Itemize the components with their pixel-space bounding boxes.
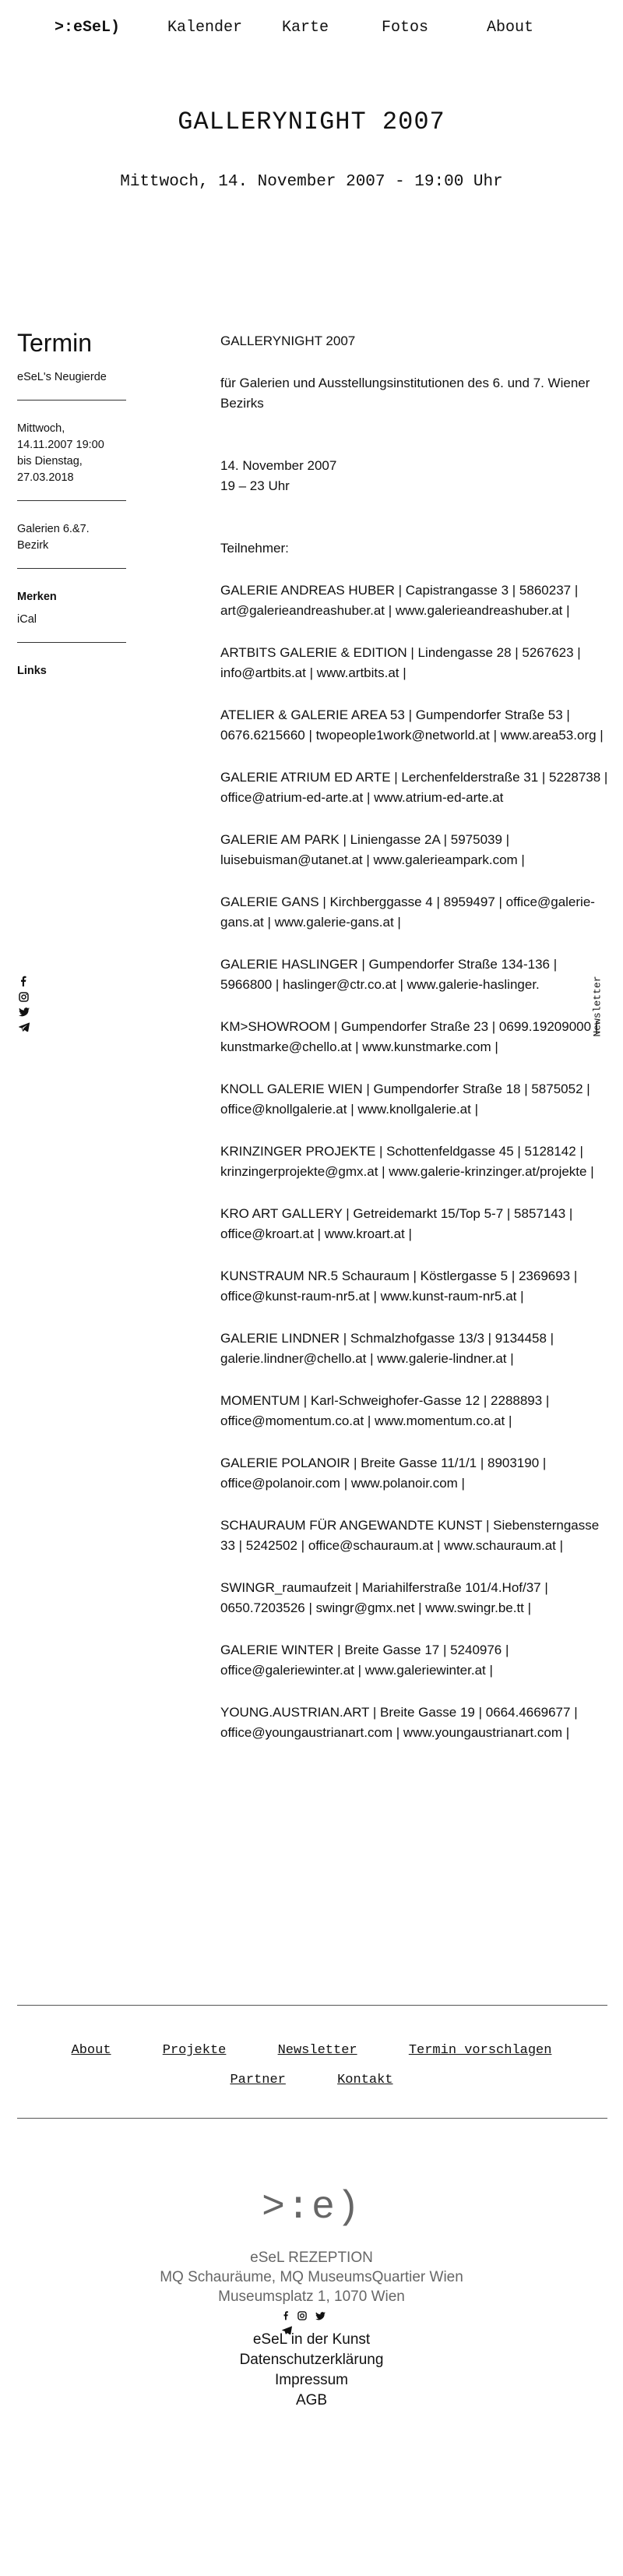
address-line: Museumsplatz 1, 1070 Wien (218, 2288, 405, 2305)
footer-row (0, 2043, 623, 2073)
content-description: für Galerien und Ausstellungsinstitutionen des 6. und 7. Wiener Bezirks (220, 376, 590, 411)
divider (17, 400, 126, 401)
gallery-entry: ARTBITS GALERIE & EDITION | Lindengasse 28 | 5267623 | info@artbits.at | www.artbits.at | (220, 645, 581, 680)
gallery-entry: SCHAURAUM FÜR ANGEWANDTE KUNST | Siebensterngasse 33 | 5242502 | office@schauraum.at | www.schauraum.at | (220, 1518, 600, 1553)
page-title: GALLERYNIGHT 2007 (178, 108, 445, 136)
sidebar-datetime (17, 421, 126, 486)
footer-link-termin-vorschlagen[interactable]: Termin vorschlagen (408, 2043, 552, 2058)
link-datenschutz[interactable]: Datenschutzerklärung (239, 2352, 384, 2368)
footer-link-projekte[interactable]: Projekte (162, 2043, 227, 2058)
gallery-list (220, 580, 610, 1743)
footer-link-partner[interactable]: Partner (230, 2073, 286, 2087)
datetime-line: Mittwoch, (17, 422, 65, 435)
gallery-entry: KRO ART GALLERY | Getreidemarkt 15/Top 5-7 | 5857143 | office@kroart.at | www.kroart.at | (220, 1206, 573, 1241)
telegram-icon[interactable] (19, 1022, 30, 1032)
divider (17, 642, 126, 643)
gallery-entry: GALERIE HASLINGER | Gumpendorfer Straße 134-136 | 5966800 | haslinger@ctr.co.at | www.galerie-haslinger. (220, 957, 558, 992)
merken-label: Merken (17, 591, 57, 603)
content-title: GALLERYNIGHT 2007 (220, 333, 356, 348)
footer-link-kontakt[interactable]: Kontakt (337, 2073, 393, 2087)
gallery-entry: KRINZINGER PROJEKTE | Schottenfeldgasse 45 | 5128142 | krinzingerprojekte@gmx.at | www.galerie-krinzinger.at/projekte | (220, 1144, 594, 1179)
gallery-entry: SWINGR_raumaufzeit | Mariahilferstraße 101/4.Hof/37 | 0650.7203526 | swingr@gmx.net | www.swingr.be.tt | (220, 1580, 548, 1615)
location-line: Bezirk (17, 539, 49, 552)
gallery-entry: GALERIE GANS | Kirchberggasse 4 | 8959497 | office@galerie-gans.at | www.galerie-gans.at | (220, 895, 595, 930)
gallery-entry: YOUNG.AUSTRIAN.ART | Breite Gasse 19 | 0664.4669677 | office@youngaustrianart.com | www.youngaustrianart.com | (220, 1705, 578, 1740)
site-logo[interactable]: >:eSeL) (55, 19, 121, 37)
gallery-entry: KNOLL GALERIE WIEN | Gumpendorfer Straße 18 | 5875052 | office@knollgalerie.at | www.knollgalerie.at | (220, 1082, 590, 1117)
address-line: eSeL REZEPTION (250, 2250, 373, 2266)
divider (17, 568, 126, 569)
content-date-line: 14. November 2007 (220, 458, 337, 473)
facebook-icon[interactable] (282, 2310, 290, 2320)
content-time-line: 19 – 23 Uhr (220, 478, 290, 493)
sidebar-heading: Termin (17, 329, 93, 357)
link-esel-in-der-kunst[interactable]: eSeL in der Kunst (252, 2331, 371, 2348)
divider (17, 2118, 607, 2119)
sidebar-subtitle: eSeL's Neugierde (17, 371, 107, 383)
nav-item-kalender[interactable]: Kalender (167, 19, 243, 37)
datetime-line: 14.11.2007 19:00 (17, 439, 104, 451)
links-label: Links (17, 665, 47, 677)
footer-links (0, 2043, 623, 2102)
divider (17, 500, 126, 501)
link-agb[interactable]: AGB (295, 2392, 328, 2408)
instagram-icon[interactable] (19, 992, 29, 1002)
gallery-entry: KUNSTRAUM NR.5 Schauraum | Köstlergasse 5 | 2369693 | office@kunst-raum-nr5.at | www.kunst-raum-nr5.at | (220, 1269, 578, 1304)
gallery-entry: GALERIE LINDNER | Schmalzhofgasse 13/3 | 9134458 | galerie.lindner@chello.at | www.galerie-lindner.at | (220, 1331, 554, 1366)
event-description (220, 331, 610, 1765)
address-line: MQ Schauräume, MQ MuseumsQuartier Wien (160, 2269, 463, 2285)
nav-item-fotos[interactable]: Fotos (382, 19, 429, 37)
social-links (19, 976, 33, 1037)
nav-item-karte[interactable]: Karte (282, 19, 329, 37)
facebook-icon[interactable] (19, 976, 28, 986)
ical-link[interactable]: iCal (17, 613, 37, 626)
gallery-entry: GALERIE ATRIUM ED ARTE | Lerchenfelderstraße 31 | 5228738 | office@atrium-ed-arte.at | www.atrium-ed-arte.at (220, 770, 608, 805)
participants-label: Teilnehmer: (220, 541, 289, 556)
sidebar-location[interactable] (17, 521, 126, 554)
datetime-line: 27.03.2018 (17, 471, 74, 484)
newsletter-tab-label: Newsletter (591, 976, 604, 1037)
footer-address (0, 2248, 623, 2306)
content-date (220, 456, 610, 496)
divider (17, 2005, 607, 2006)
top-navigation (55, 17, 568, 41)
twitter-icon[interactable] (315, 2312, 326, 2320)
instagram-icon[interactable] (297, 2311, 307, 2320)
gallery-entry: MOMENTUM | Karl-Schweighofer-Gasse 12 | 2288893 | office@momentum.co.at | www.momentum.co.at | (220, 1393, 550, 1428)
footer-social-links (282, 2310, 344, 2324)
gallery-entry: GALERIE WINTER | Breite Gasse 17 | 5240976 | office@galeriewinter.at | www.galeriewinter.at | (220, 1643, 509, 1678)
gallery-entry: GALERIE AM PARK | Liniengasse 2A | 5975039 | luisebuisman@utanet.at | www.galerieampark.com | (220, 832, 525, 867)
event-date: Mittwoch, 14. November 2007 - 19:00 Uhr (120, 173, 503, 191)
footer-row (0, 2073, 623, 2102)
gallery-entry: GALERIE POLANOIR | Breite Gasse 11/1/1 | 8903190 | office@polanoir.com | www.polanoir.com | (220, 1456, 547, 1491)
sidebar (17, 327, 126, 679)
twitter-icon[interactable] (19, 1007, 30, 1017)
gallery-entry: ATELIER & GALERIE AREA 53 | Gumpendorfer Straße 53 | 0676.6215660 | twopeople1work@networld.at | www.area53.org | (220, 708, 604, 743)
nav-item-about[interactable]: About (487, 19, 534, 37)
footer-link-newsletter[interactable]: Newsletter (277, 2043, 357, 2058)
footer-legal-links (0, 2330, 623, 2411)
gallery-entry: KM>SHOWROOM | Gumpendorfer Straße 23 | 0699.19209000 | kunstmarke@chello.at | www.kunstmarke.com | (220, 1019, 599, 1054)
datetime-line: bis Dienstag, (17, 455, 83, 468)
link-impressum[interactable]: Impressum (275, 2372, 348, 2388)
footer-link-about[interactable]: About (71, 2043, 111, 2058)
footer-logo[interactable]: >:e) (261, 2186, 362, 2230)
gallery-entry: GALERIE ANDREAS HUBER | Capistrangasse 3 | 5860237 | art@galerieandreashuber.at | www.galerieandreashuber.at | (220, 583, 579, 618)
location-line: Galerien 6.&7. (17, 523, 90, 535)
